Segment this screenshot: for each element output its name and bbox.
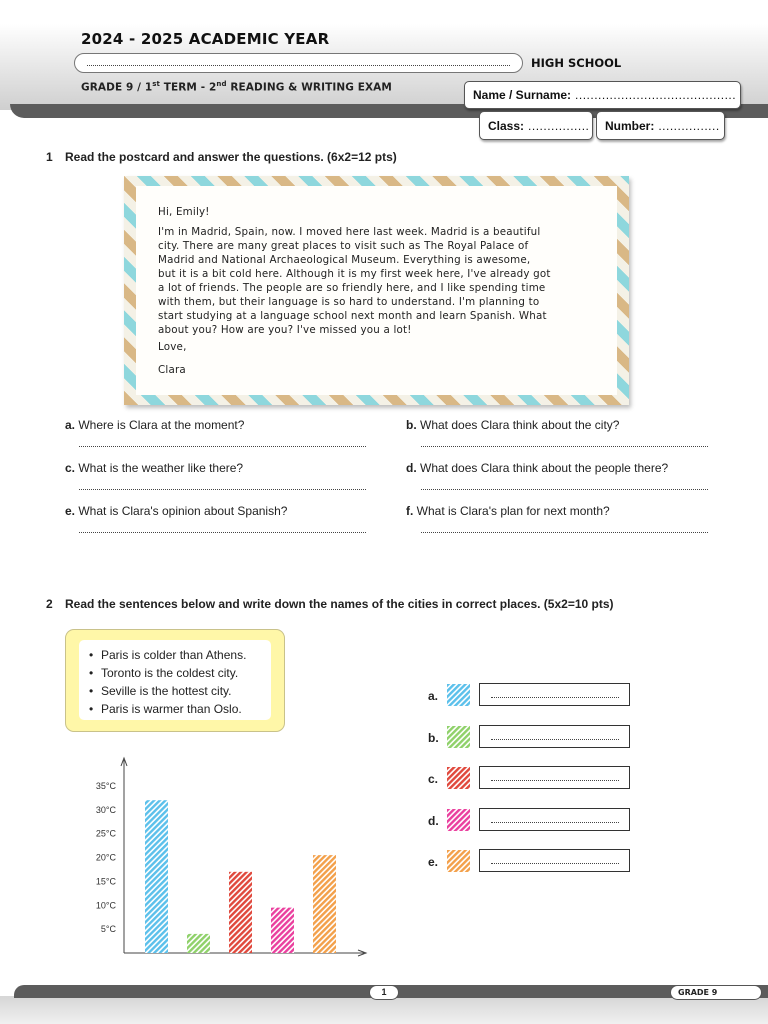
bar-e xyxy=(313,855,336,953)
exam-title-part: GRADE 9 / 1 xyxy=(81,81,153,94)
question-1e xyxy=(65,504,287,518)
question-text: What does Clara think about the people there? xyxy=(416,461,669,475)
question-letter: a. xyxy=(65,418,76,432)
question-1b xyxy=(406,418,619,432)
answer-line-1f[interactable] xyxy=(421,532,708,533)
bullet: • xyxy=(89,702,94,716)
question-letter: c. xyxy=(65,461,76,475)
question-text: What is Clara's plan for next month? xyxy=(413,504,610,518)
hint-box xyxy=(65,629,285,732)
swatch-fill xyxy=(447,809,470,831)
postcard xyxy=(124,176,629,405)
dotted-line xyxy=(491,697,619,698)
city-answer-box-d[interactable] xyxy=(479,808,630,831)
postcard-line: a lot of friends. The people are so friendly here, and I like spending time xyxy=(158,282,546,294)
dotted-line xyxy=(491,863,619,864)
bar-c xyxy=(229,872,252,953)
exam-title-part: TERM - 2 xyxy=(159,81,217,94)
answer-line-1c[interactable] xyxy=(79,489,366,490)
name-surname-blank: .......................................... xyxy=(575,88,737,102)
bullet: • xyxy=(89,684,94,698)
answer-row-letter: e. xyxy=(428,855,439,869)
postcard-line: with them, but their language is so hard to understand. I'm planning to xyxy=(158,296,540,308)
number-label: Number: xyxy=(605,118,655,133)
color-swatch-e xyxy=(447,850,470,872)
name-surname-field[interactable] xyxy=(464,81,741,109)
y-tick-label: 35°C xyxy=(95,780,116,791)
hint-text: Paris is warmer than Oslo. xyxy=(101,702,242,716)
postcard-line: start studying at a language school next month and learn Spanish. What xyxy=(158,310,547,322)
exam-title-part: READING & WRITING EXAM xyxy=(226,81,392,94)
y-tick-label: 5°C xyxy=(100,924,116,935)
hint-item xyxy=(89,646,271,664)
hint-item xyxy=(89,682,271,700)
postcard-greeting: Hi, Emily! xyxy=(158,206,210,218)
question-letter: d. xyxy=(406,461,417,475)
bar-d xyxy=(271,908,294,953)
question-1d xyxy=(406,461,668,475)
postcard-signature: Clara xyxy=(158,364,186,376)
color-swatch-d xyxy=(447,809,470,831)
grade-tag: GRADE 9 xyxy=(670,985,762,1000)
question-1f xyxy=(406,504,610,518)
color-swatch-a xyxy=(447,684,470,706)
dotted-line xyxy=(491,780,619,781)
exam-title-sup: nd xyxy=(216,80,227,88)
question-2-number: 2 xyxy=(46,597,53,611)
page-number: 1 xyxy=(369,985,399,1000)
y-tick-label: 15°C xyxy=(95,876,116,887)
swatch-fill xyxy=(447,767,470,789)
postcard-line: but it is a bit cold here. Although it is my first week here, I've already got xyxy=(158,268,551,280)
school-label: HIGH SCHOOL xyxy=(531,56,622,70)
bar-a xyxy=(145,800,168,953)
bullet: • xyxy=(89,648,94,662)
academic-year-title: 2024 - 2025 ACADEMIC YEAR xyxy=(81,30,330,48)
city-answer-box-c[interactable] xyxy=(479,766,630,789)
question-text: What does Clara think about the city? xyxy=(416,418,620,432)
school-name-field[interactable] xyxy=(74,53,523,73)
exam-title-sup: st xyxy=(152,80,160,88)
dotted-line xyxy=(491,822,619,823)
answer-row-letter: a. xyxy=(428,689,439,703)
school-name-dotted-line xyxy=(87,65,510,66)
question-letter: e. xyxy=(65,504,76,518)
postcard-line: about you? How are you? I've missed you a lot! xyxy=(158,324,412,336)
class-blank: ................ xyxy=(528,118,590,133)
name-surname-label: Name / Surname: xyxy=(473,88,572,102)
exam-title xyxy=(81,80,392,94)
y-tick-label: 25°C xyxy=(95,828,116,839)
answer-line-1a[interactable] xyxy=(79,446,366,447)
question-text: What is Clara's opinion about Spanish? xyxy=(75,504,288,518)
answer-line-1d[interactable] xyxy=(421,489,708,490)
answer-row-letter: b. xyxy=(428,731,439,745)
question-text: What is the weather like there? xyxy=(75,461,244,475)
question-letter: b. xyxy=(406,418,417,432)
dotted-line xyxy=(491,739,619,740)
number-field[interactable] xyxy=(596,111,725,140)
footer-band xyxy=(0,996,768,1024)
class-field[interactable] xyxy=(479,111,593,140)
y-tick-label: 30°C xyxy=(95,804,116,815)
hint-item xyxy=(89,700,271,718)
postcard-body xyxy=(136,186,617,395)
swatch-fill xyxy=(447,850,470,872)
question-text: Where is Clara at the moment? xyxy=(75,418,245,432)
bullet: • xyxy=(89,666,94,680)
postcard-line: city. There are many great places to visit such as The Royal Palace of xyxy=(158,240,529,252)
city-answer-box-e[interactable] xyxy=(479,849,630,872)
city-answer-box-b[interactable] xyxy=(479,725,630,748)
answer-line-1b[interactable] xyxy=(421,446,708,447)
number-blank: ................ xyxy=(658,118,720,133)
color-swatch-c xyxy=(447,767,470,789)
city-answer-box-a[interactable] xyxy=(479,683,630,706)
hint-text: Paris is colder than Athens. xyxy=(101,648,247,662)
hint-item xyxy=(89,664,271,682)
question-1c xyxy=(65,461,243,475)
answer-row-letter: d. xyxy=(428,814,439,828)
swatch-fill xyxy=(447,684,470,706)
swatch-fill xyxy=(447,726,470,748)
color-swatch-b xyxy=(447,726,470,748)
question-1-instruction: Read the postcard and answer the questions. (6x2=12 pts) xyxy=(65,150,397,164)
postcard-closing: Love, xyxy=(158,341,187,353)
answer-row-letter: c. xyxy=(428,772,439,786)
question-1-number: 1 xyxy=(46,150,53,164)
hint-text: Toronto is the coldest city. xyxy=(101,666,239,680)
postcard-line: Madrid and National Archaeological Museum. Everything is awesome, xyxy=(158,254,531,266)
y-tick-label: 20°C xyxy=(95,852,116,863)
hint-list xyxy=(79,640,271,720)
question-2-instruction: Read the sentences below and write down the names of the cities in correct places. (5x2=10 pts) xyxy=(65,597,614,611)
bar-b xyxy=(187,934,210,953)
answer-line-1e[interactable] xyxy=(79,532,366,533)
y-tick-label: 10°C xyxy=(95,900,116,911)
postcard-line: I'm in Madrid, Spain, now. I moved here last week. Madrid is a beautiful xyxy=(158,226,541,238)
hint-text: Seville is the hottest city. xyxy=(101,684,232,698)
question-letter: f. xyxy=(406,504,414,518)
question-1a xyxy=(65,418,244,432)
class-label: Class: xyxy=(488,118,525,133)
temperature-bar-chart xyxy=(84,750,374,965)
